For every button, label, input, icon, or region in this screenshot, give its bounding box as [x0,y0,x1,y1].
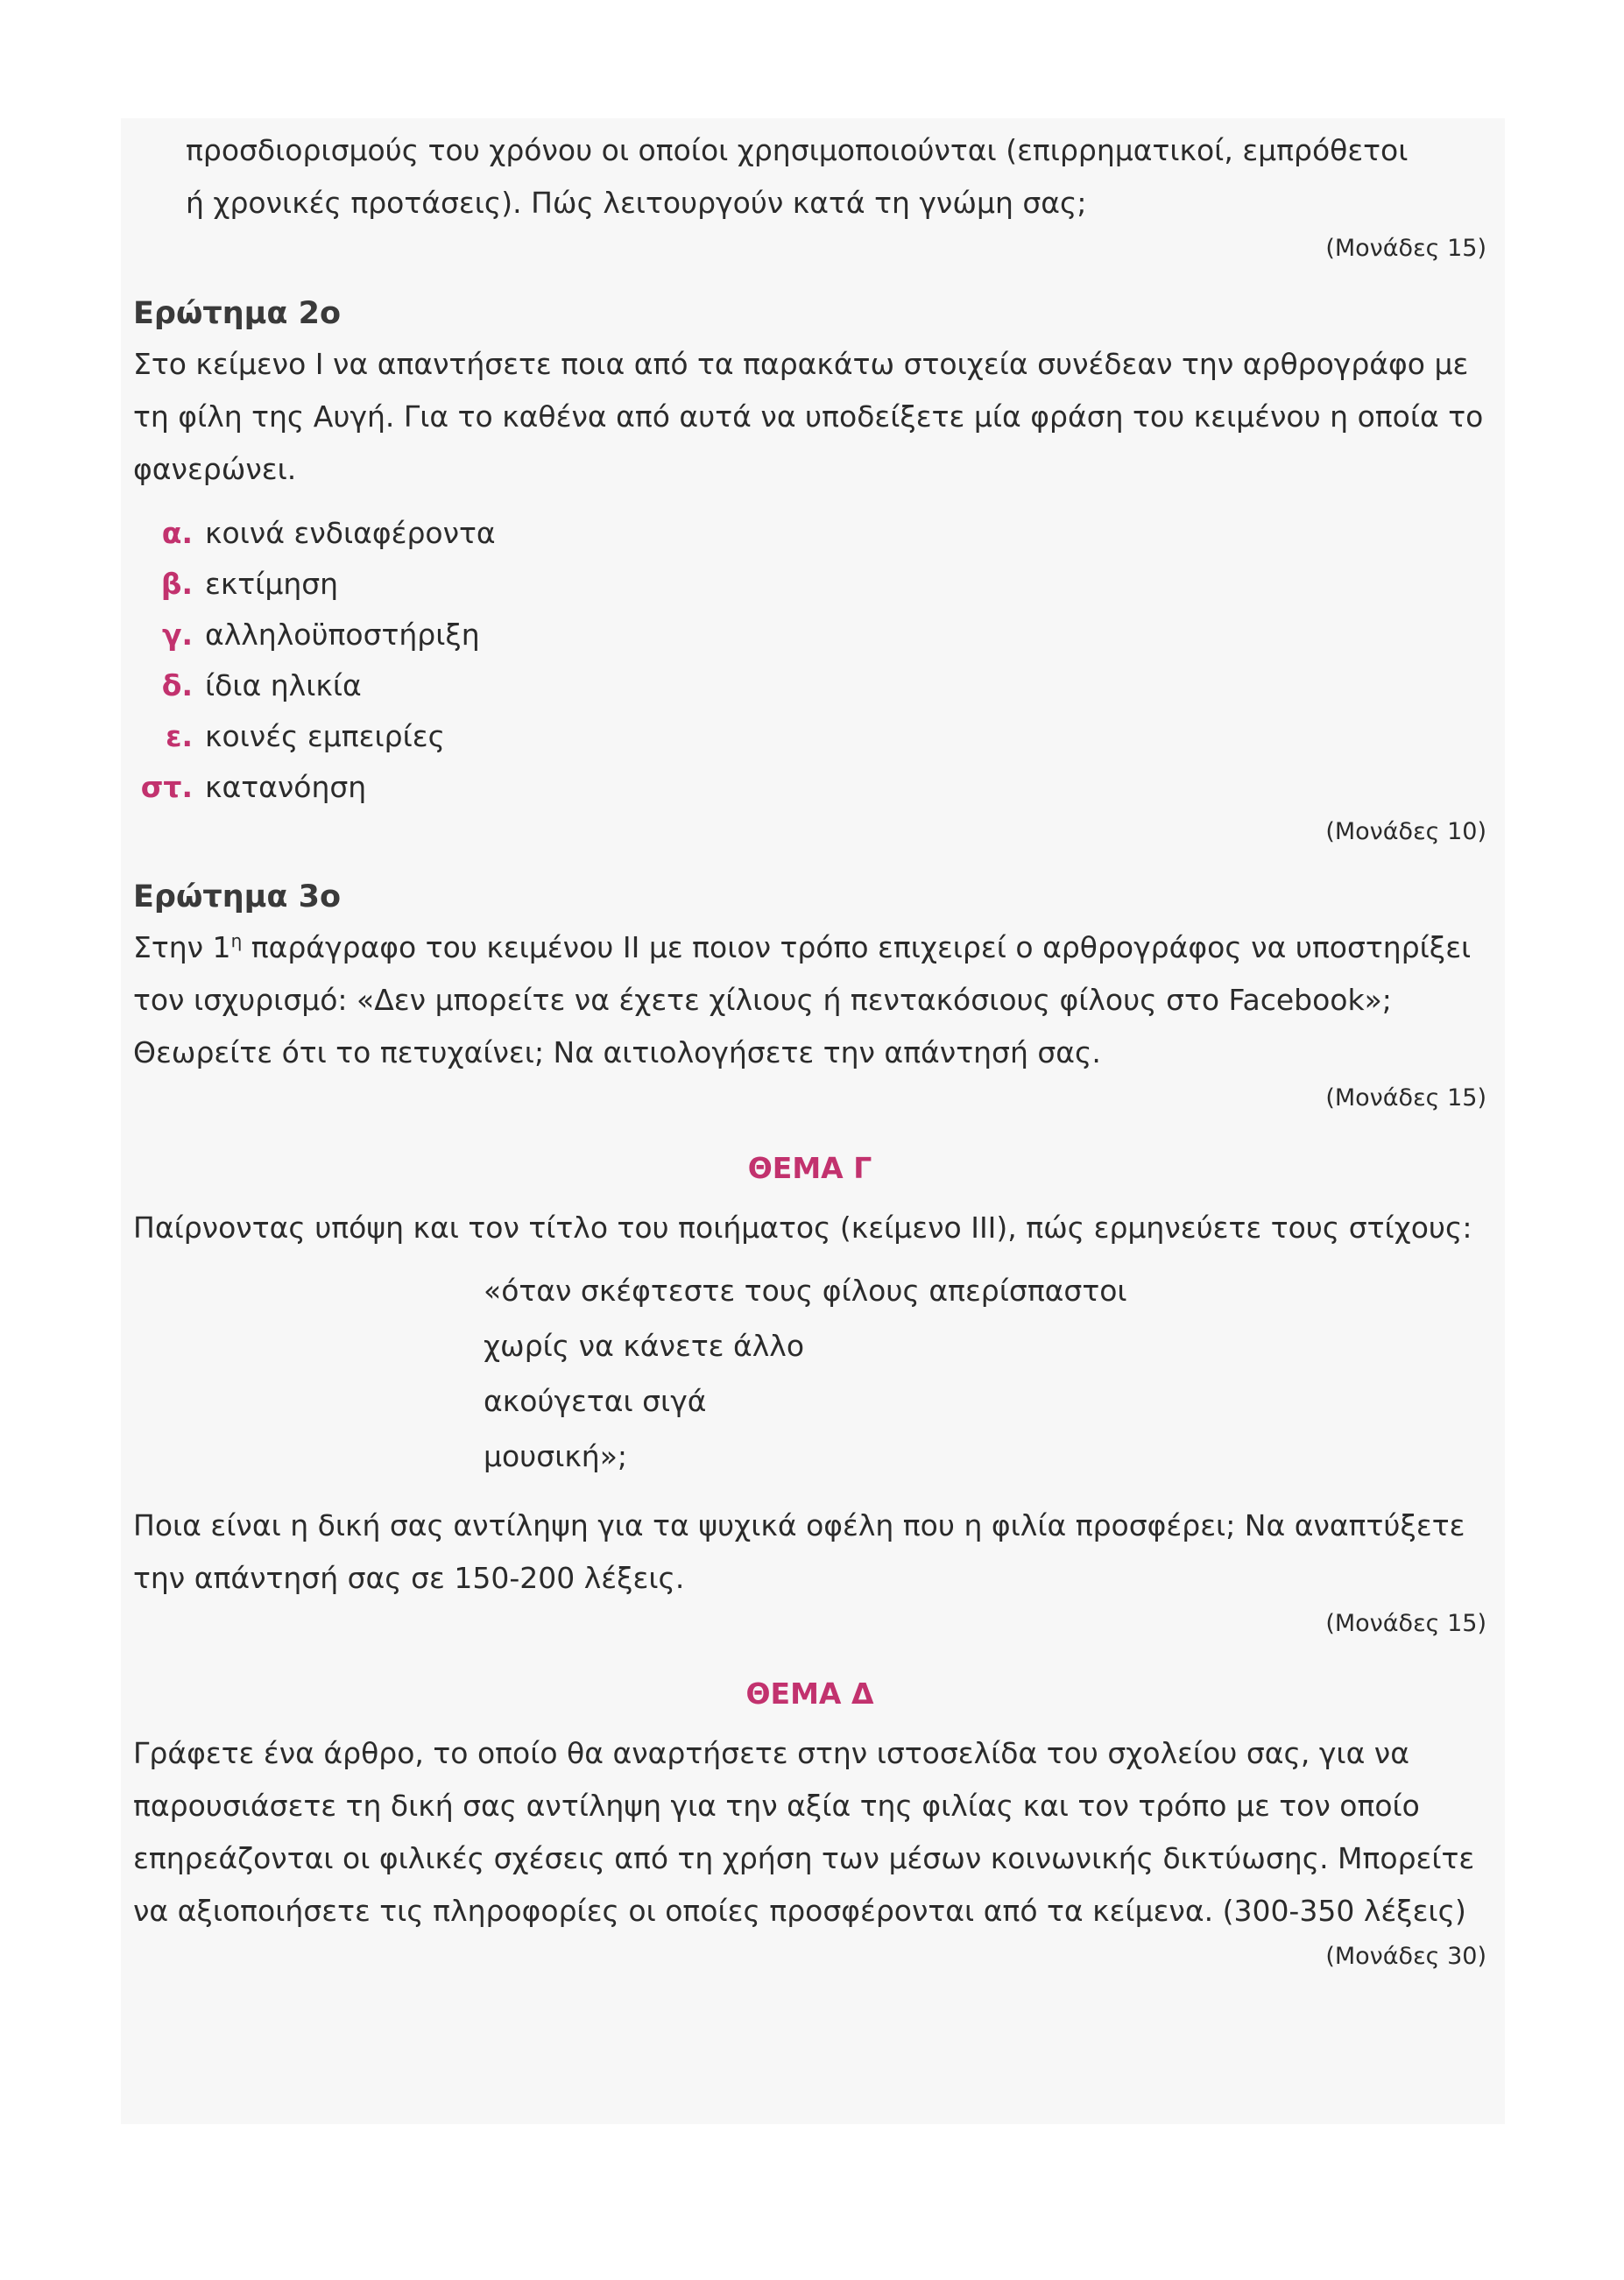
q3-heading: Ερώτημα 3ο [133,879,342,914]
poem-line: «όταν σκέφτεστε τους φίλους απερίσπαστοι [484,1274,1127,1308]
q2-marks: (Μονάδες 10) [1325,818,1486,845]
q3-text-sup: η [230,930,243,951]
option-letter: δ. [161,668,193,702]
option-item [133,660,1486,711]
option-text: κοινές εμπειρίες [205,719,445,753]
option-item [133,610,1486,660]
q1-marks: (Μονάδες 15) [1325,235,1486,262]
poem-line: χωρίς να κάνετε άλλο [484,1329,805,1363]
thema-g-intro: Παίρνοντας υπόψη και τον τίτλο του ποιήματος (κείμενο ΙΙΙ), πώς ερμηνεύετε τους στίχους: [133,1211,1472,1245]
poem-line: ακούγεται σιγά [484,1384,707,1418]
thema-d-title: ΘΕΜΑ Δ [745,1676,874,1711]
option-text: κατανόηση [205,770,367,804]
thema-d-marks: (Μονάδες 30) [1325,1943,1486,1970]
thema-g-marks: (Μονάδες 15) [1325,1610,1486,1637]
q2-options [133,508,1486,813]
option-item [133,559,1486,610]
option-text: κοινά ενδιαφέροντα [205,516,496,550]
option-item [133,762,1486,813]
q2-text: Στο κείμενο Ι να απαντήσετε ποια από τα παρακάτω στοιχεία συνέδεαν την αρθρογράφο με τη φίλη της Αυγή. Για το καθένα από αυτά να υποδείξετε μία φράση του κειμένου η οποία το φανερώνει. [133,347,1484,486]
q1-line-1: προσδιορισμούς του χρόνου οι οποίοι χρησιμοποιούνται (επιρρηματικοί, εμπρόθετοι [186,133,1409,167]
q3-text [133,921,1486,1079]
q3-text-pre: Στην 1 [133,930,231,964]
option-item [133,508,1486,559]
option-letter: α. [161,516,193,550]
option-item [133,711,1486,762]
q2-heading: Ερώτημα 2ο [133,296,342,331]
option-text: εκτίμηση [205,567,339,601]
content [133,124,1486,1974]
option-letter: γ. [161,618,193,652]
q1-line-2: ή χρονικές προτάσεις). Πώς λειτουργούν κατά τη γνώμη σας; [186,186,1087,220]
option-letter: ε. [166,719,193,753]
thema-d-text: Γράφετε ένα άρθρο, το οποίο θα αναρτήσετε στην ιστοσελίδα του σχολείου σας, για να παρουσιάσετε τη δική σας αντίληψη για την αξία της φιλίας και τον τρόπο με τον οποίο επηρεάζονται οι φιλικές σχέσεις από τη χρήση των μέσων κοινωνικής δικτύωσης. Μπορείτε να αξιοποιήσετε τις πληροφορίες οι οποίες προσφέρονται από τα κείμενα. (300-350 λέξεις) [133,1736,1475,1928]
option-text: αλληλοϋποστήριξη [205,618,480,652]
thema-g-question: Ποια είναι η δική σας αντίληψη για τα ψυχικά οφέλη που η φιλία προσφέρει; Να αναπτύξετε την απάντησή σας σε 150-200 λέξεις. [133,1508,1465,1595]
thema-g-title: ΘΕΜΑ Γ [747,1151,872,1185]
option-letter: στ. [140,770,193,804]
poem-line: μουσική»; [484,1439,628,1473]
option-letter: β. [160,567,193,601]
q3-text-post: παράγραφο του κειμένου ΙΙ με ποιον τρόπο επιχειρεί ο αρθρογράφος να υποστηρίξει τον ισχυρισμό: «Δεν μπορείτε να έχετε χίλιους ή πεντακόσιους φίλους στο Facebook»; Θεωρείτε ότι το πετυχαίνει; Να αιτιολογήσετε την απάντησή σας. [133,930,1472,1069]
option-text: ίδια ηλικία [205,668,362,702]
q3-marks: (Μονάδες 15) [1325,1084,1486,1112]
poem [484,1263,1486,1484]
